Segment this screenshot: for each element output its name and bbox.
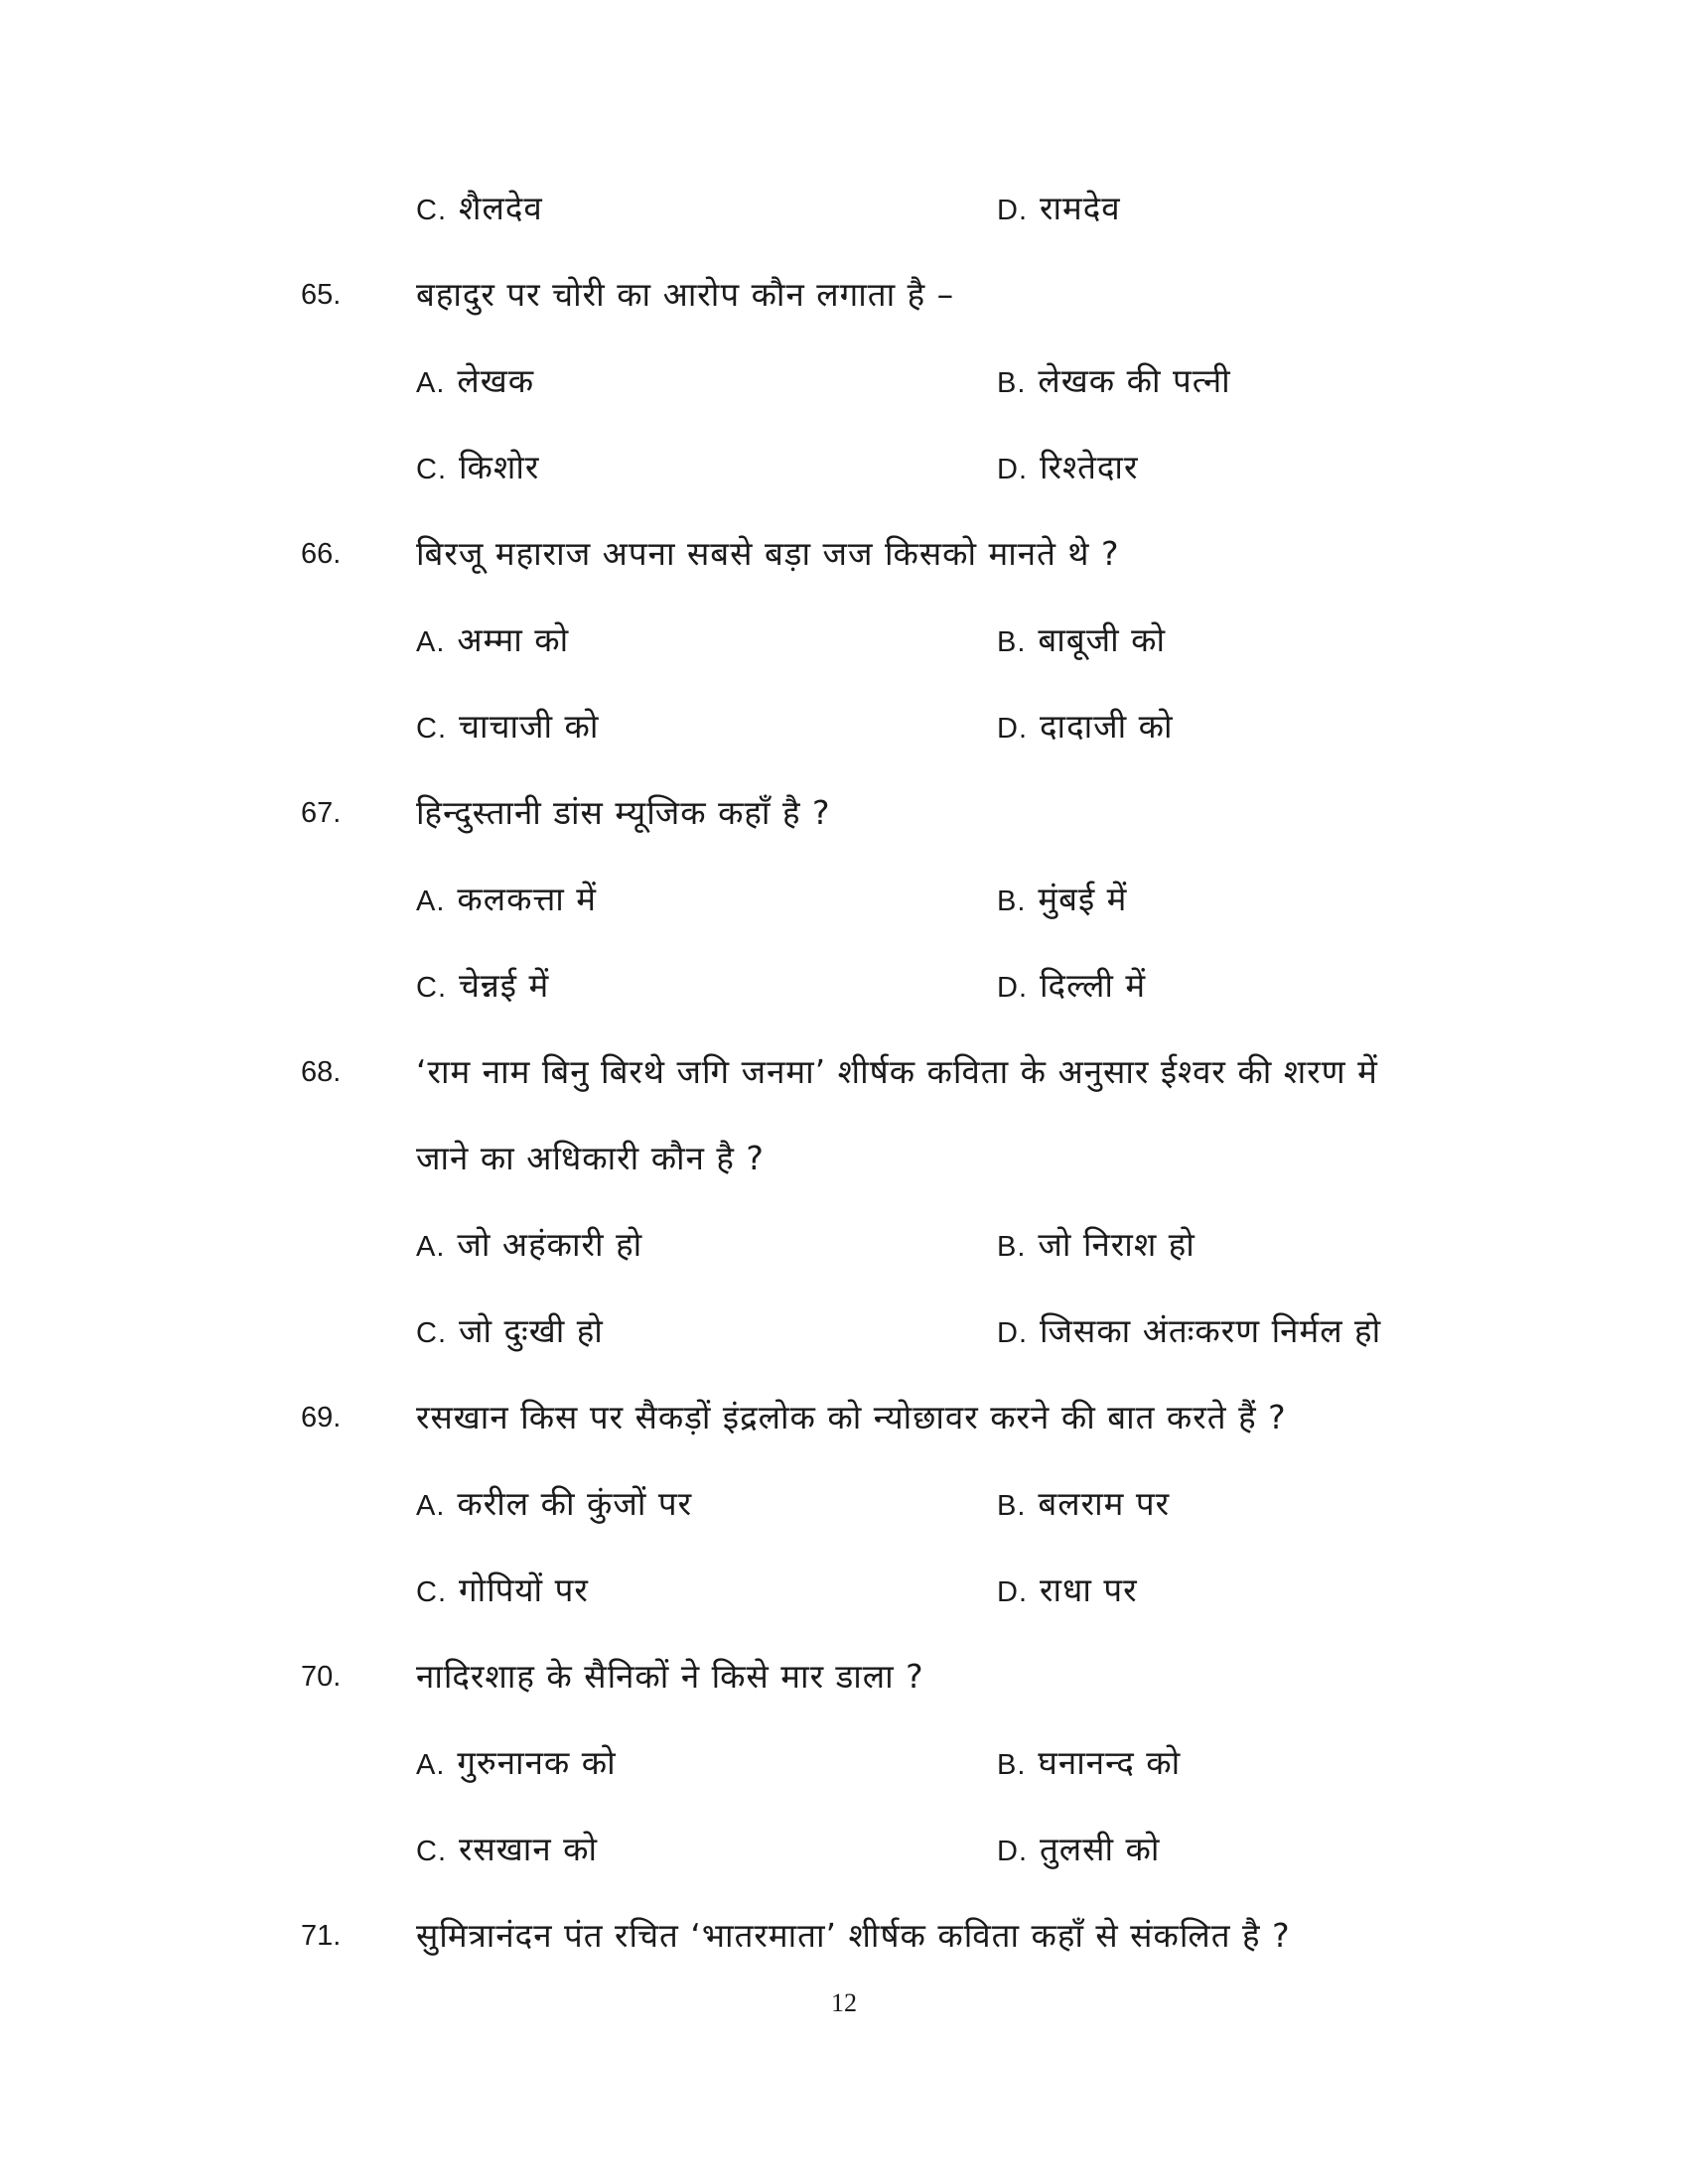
option-text: जिसका अंतःकरण निर्मल हो (1040, 1311, 1382, 1350)
option-text: दिल्ली में (1040, 966, 1147, 1005)
question-text: सुमित्रानंदन पंत रचित ‘भातरमाता’ शीर्षक कविता कहाँ से संकलित है ? (416, 1916, 1291, 1955)
option-letter: B. (997, 886, 1027, 917)
option-text: दादाजी को (1040, 707, 1174, 746)
option-text: चाचाजी को (459, 707, 600, 746)
answer-option (997, 1215, 1196, 1277)
option-text: तुलसी को (1040, 1830, 1161, 1868)
option-text: बलराम पर (1038, 1484, 1171, 1523)
page-number: 12 (831, 1988, 857, 2017)
option-text: गुरुनानक को (457, 1743, 617, 1782)
option-text: अम्मा को (457, 620, 570, 659)
options-row (0, 1474, 1688, 1534)
option-letter: D. (997, 713, 1028, 745)
answer-option (416, 1820, 598, 1881)
option-letter: D. (997, 1576, 1028, 1608)
question-number: 71. (301, 1920, 342, 1952)
option-letter: A. (416, 1231, 446, 1263)
answer-option (416, 179, 543, 240)
answer-option (997, 1561, 1138, 1622)
answer-option (997, 611, 1166, 672)
option-text: करील की कुंजों पर (457, 1484, 693, 1523)
answer-option (416, 1733, 617, 1795)
question-row (0, 265, 1688, 325)
options-row (0, 1215, 1688, 1275)
answer-option (416, 611, 569, 672)
option-letter: B. (997, 1231, 1027, 1263)
options-row (0, 351, 1688, 411)
question-text: नादिरशाह के सैनिकों ने किसे मार डाला ? (416, 1657, 924, 1696)
option-letter: B. (997, 1749, 1027, 1781)
answer-option (416, 1561, 589, 1622)
option-letter: A. (416, 1749, 446, 1781)
question-row (0, 1388, 1688, 1447)
option-text: जो निराश हो (1038, 1225, 1196, 1264)
option-letter: D. (997, 195, 1028, 226)
options-row (0, 1301, 1688, 1361)
answer-option (416, 697, 599, 758)
option-letter: A. (416, 886, 446, 917)
option-text: बाबूजी को (1038, 620, 1167, 659)
answer-option (997, 1820, 1160, 1881)
option-letter: D. (997, 972, 1028, 1004)
question-row (0, 783, 1688, 843)
option-letter: B. (997, 1490, 1027, 1522)
question-row (0, 1906, 1688, 1966)
answer-option (416, 1474, 692, 1536)
answer-option (997, 1474, 1170, 1536)
answer-option (416, 870, 597, 931)
question-text-continuation: जाने का अधिकारी कौन है ? (416, 1139, 765, 1177)
option-letter: A. (416, 367, 446, 399)
option-text: गोपियों पर (459, 1570, 589, 1609)
answer-option (997, 956, 1146, 1018)
question-text: रसखान किस पर सैकड़ों इंद्रलोक को न्योछावर करने की बात करते हैं ? (416, 1398, 1287, 1436)
option-letter: C. (416, 972, 447, 1004)
option-letter: D. (997, 1317, 1028, 1349)
answer-option (997, 870, 1127, 931)
question-text: बिरजू महाराज अपना सबसे बड़ा जज किसको मानते थे ? (416, 534, 1120, 573)
option-text: शैलदेव (459, 189, 543, 227)
option-text: जो अहंकारी हो (457, 1225, 643, 1264)
answer-option (997, 179, 1121, 240)
options-row (0, 956, 1688, 1016)
option-text: चेन्नई में (459, 966, 550, 1005)
answer-option (416, 956, 549, 1018)
option-text: रामदेव (1040, 189, 1121, 227)
option-text: रसखान को (459, 1830, 599, 1868)
options-row (0, 438, 1688, 497)
answer-option (416, 438, 539, 499)
answer-option (416, 1301, 604, 1363)
option-text: घनानन्द को (1038, 1743, 1182, 1782)
answer-option (997, 1301, 1381, 1363)
option-text: किशोर (459, 448, 540, 486)
question-text: बहादुर पर चोरी का आरोप कौन लगाता है – (416, 275, 955, 314)
question-row (0, 1647, 1688, 1706)
answer-option (416, 1215, 642, 1277)
option-text: जो दुःखी हो (459, 1311, 604, 1350)
answer-option (997, 697, 1174, 758)
answer-option (416, 351, 534, 413)
question-text: ‘राम नाम बिनु बिरथे जगि जनमा’ शीर्षक कविता के अनुसार ईश्वर की शरण में (416, 1052, 1378, 1091)
options-row (0, 697, 1688, 756)
question-number: 66. (301, 538, 342, 570)
question-number: 70. (301, 1661, 342, 1693)
question-number: 68. (301, 1056, 342, 1088)
option-letter: B. (997, 367, 1027, 399)
question-number: 67. (301, 797, 342, 829)
options-row (0, 179, 1688, 238)
option-letter: D. (997, 1836, 1028, 1867)
option-text: राधा पर (1040, 1570, 1138, 1609)
question-number: 69. (301, 1402, 342, 1433)
option-letter: C. (416, 1836, 447, 1867)
option-letter: C. (416, 195, 447, 226)
options-row (0, 611, 1688, 670)
option-text: लेखक की पत्नी (1038, 361, 1231, 400)
question-text: हिन्दुस्तानी डांस म्यूजिक कहाँ है ? (416, 793, 831, 832)
option-letter: C. (416, 713, 447, 745)
option-letter: B. (997, 626, 1027, 658)
question-row (0, 1042, 1688, 1102)
option-letter: C. (416, 1317, 447, 1349)
option-text: लेखक (457, 361, 535, 400)
option-text: मुंबई में (1038, 880, 1128, 918)
option-letter: D. (997, 454, 1028, 485)
option-text: कलकत्ता में (457, 880, 598, 918)
option-letter: A. (416, 626, 446, 658)
answer-option (997, 1733, 1181, 1795)
question-number: 65. (301, 279, 342, 311)
answer-option (997, 351, 1231, 413)
options-row (0, 1733, 1688, 1793)
option-letter: A. (416, 1490, 446, 1522)
option-letter: C. (416, 1576, 447, 1608)
options-row (0, 870, 1688, 929)
question-continuation-row (0, 1129, 1688, 1188)
options-row (0, 1561, 1688, 1620)
option-text: रिश्तेदार (1040, 448, 1139, 486)
answer-option (997, 438, 1138, 499)
option-letter: C. (416, 454, 447, 485)
question-row (0, 524, 1688, 584)
options-row (0, 1820, 1688, 1879)
